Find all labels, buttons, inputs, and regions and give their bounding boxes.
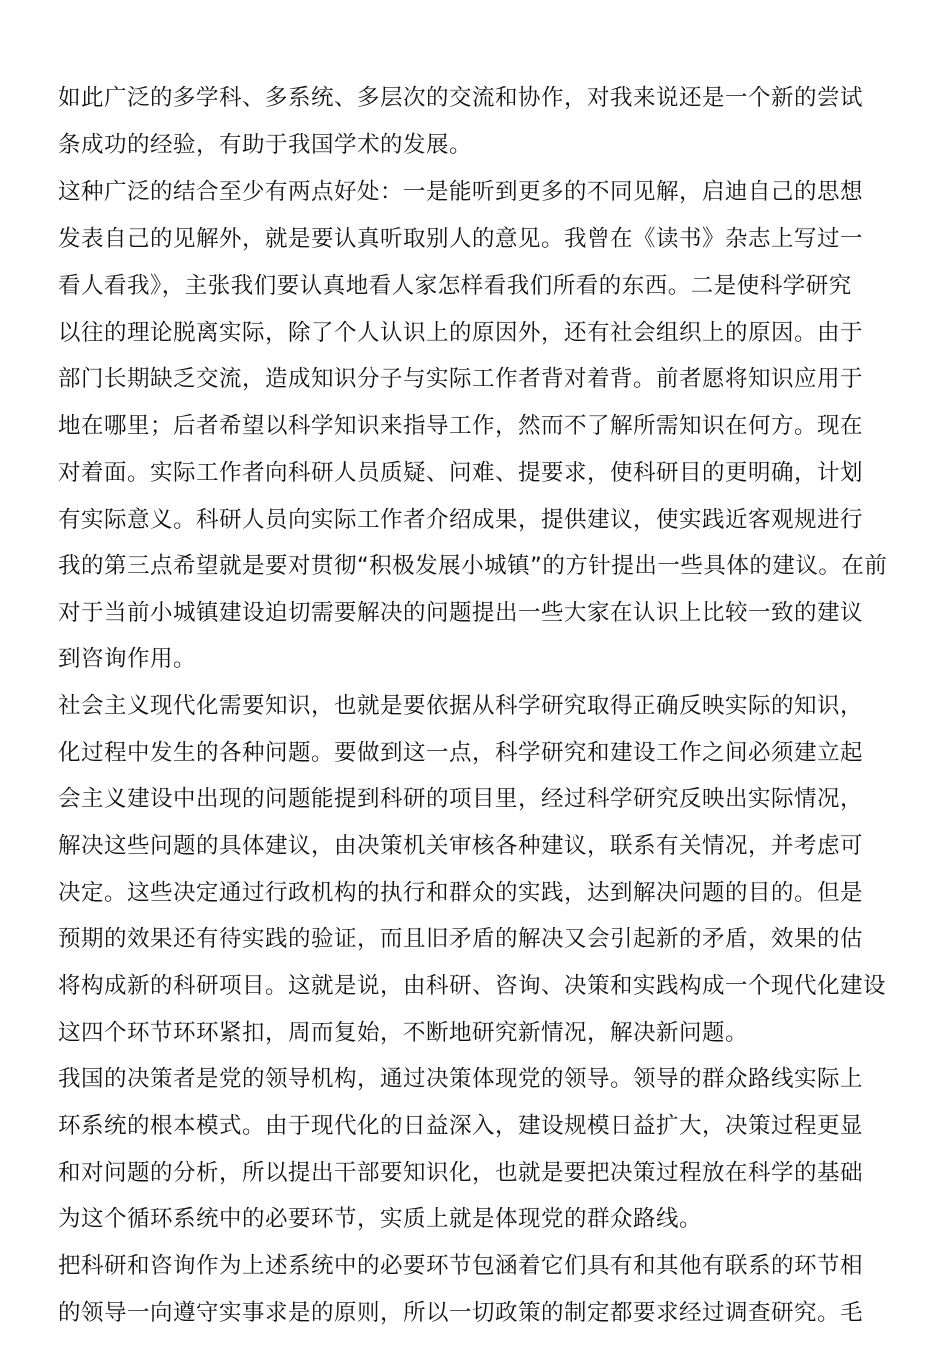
document-page — [58, 0, 950, 1345]
text-line: 解决这些问题的具体建议，由决策机关审核各种建议，联系有关情况，并考虑可 — [58, 833, 864, 859]
text-line: 如此广泛的多学科、多系统、多层次的交流和协作，对我来说还是一个新的尝试 — [58, 85, 864, 111]
text-line: 为这个循环系统中的必要环节，实质上就是体现党的群众路线。 — [58, 1206, 703, 1232]
text-line: 条成功的经验，有助于我国学术的发展。 — [58, 132, 473, 158]
text-line: 地在哪里；后者希望以科学知识来指导工作，然而不了解所需知识在何方。现在 — [58, 413, 864, 439]
text-line: 环系统的根本模式。由于现代化的日益深入，建设规模日益扩大，决策过程更显 — [58, 1113, 864, 1139]
text-line: 以往的理论脱离实际，除了个人认识上的原因外，还有社会组织上的原因。由于 — [58, 320, 864, 346]
text-line: 化过程中发生的各种问题。要做到这一点，科学研究和建设工作之间必须建立起 — [58, 740, 864, 766]
text-line: 社会主义现代化需要知识，也就是要依据从科学研究取得正确反映实际的知识， — [58, 693, 864, 719]
text-line: 决定。这些决定通过行政机构的执行和群众的实践，达到解决问题的目的。但是 — [58, 880, 864, 906]
text-line: 和对问题的分析，所以提出干部要知识化，也就是要把决策过程放在科学的基础 — [58, 1160, 864, 1186]
text-line: 我国的决策者是党的领导机构，通过决策体现党的领导。领导的群众路线实际上 — [58, 1066, 864, 1092]
text-line: 到咨询作用。 — [58, 646, 197, 672]
text-line: 对着面。实际工作者向科研人员质疑、问难、提要求，使科研目的更明确，计划 — [58, 460, 864, 486]
text-line: 部门长期缺乏交流，造成知识分子与实际工作者背对着背。前者愿将知识应用于 — [58, 366, 864, 392]
text-line: 会主义建设中出现的问题能提到科研的项目里，经过科学研究反映出实际情况， — [58, 786, 864, 812]
text-line: 有实际意义。科研人员向实际工作者介绍成果，提供建议，使实践近客观规进行 — [58, 507, 864, 533]
text-line: 将构成新的科研项目。这就是说，由科研、咨询、决策和实践构成一个现代化建设 — [58, 973, 887, 999]
text-line: 的领导一向遵守实事求是的原则，所以一切政策的制定都要求经过调查研究。毛 — [58, 1300, 864, 1326]
text-line: 预期的效果还有待实践的验证，而且旧矛盾的解决又会引起新的矛盾，效果的估 — [58, 926, 864, 952]
text-line: 这四个环节环环紧扣，周而复始，不断地研究新情况，解决新问题。 — [58, 1020, 749, 1046]
text-line: 我的第三点希望就是要对贯彻“积极发展小城镇”的方针提出一些具体的建议。在前 — [58, 553, 888, 579]
text-line: 看人看我》，主张我们要认真地看人家怎样看我们所看的东西。二是使科学研究 — [58, 273, 852, 299]
text-line: 把科研和咨询作为上述系统中的必要环节包涵着它们具有和其他有联系的环节相 — [58, 1253, 864, 1279]
text-line: 发表自己的见解外，就是要认真听取别人的意见。我曾在《读书》杂志上写过一 — [58, 226, 864, 252]
text-line: 这种广泛的结合至少有两点好处：一是能听到更多的不同见解，启迪自己的思想 — [58, 179, 864, 205]
text-line: 对于当前小城镇建设迫切需要解决的问题提出一些大家在认识上比较一致的建议 — [58, 600, 864, 626]
